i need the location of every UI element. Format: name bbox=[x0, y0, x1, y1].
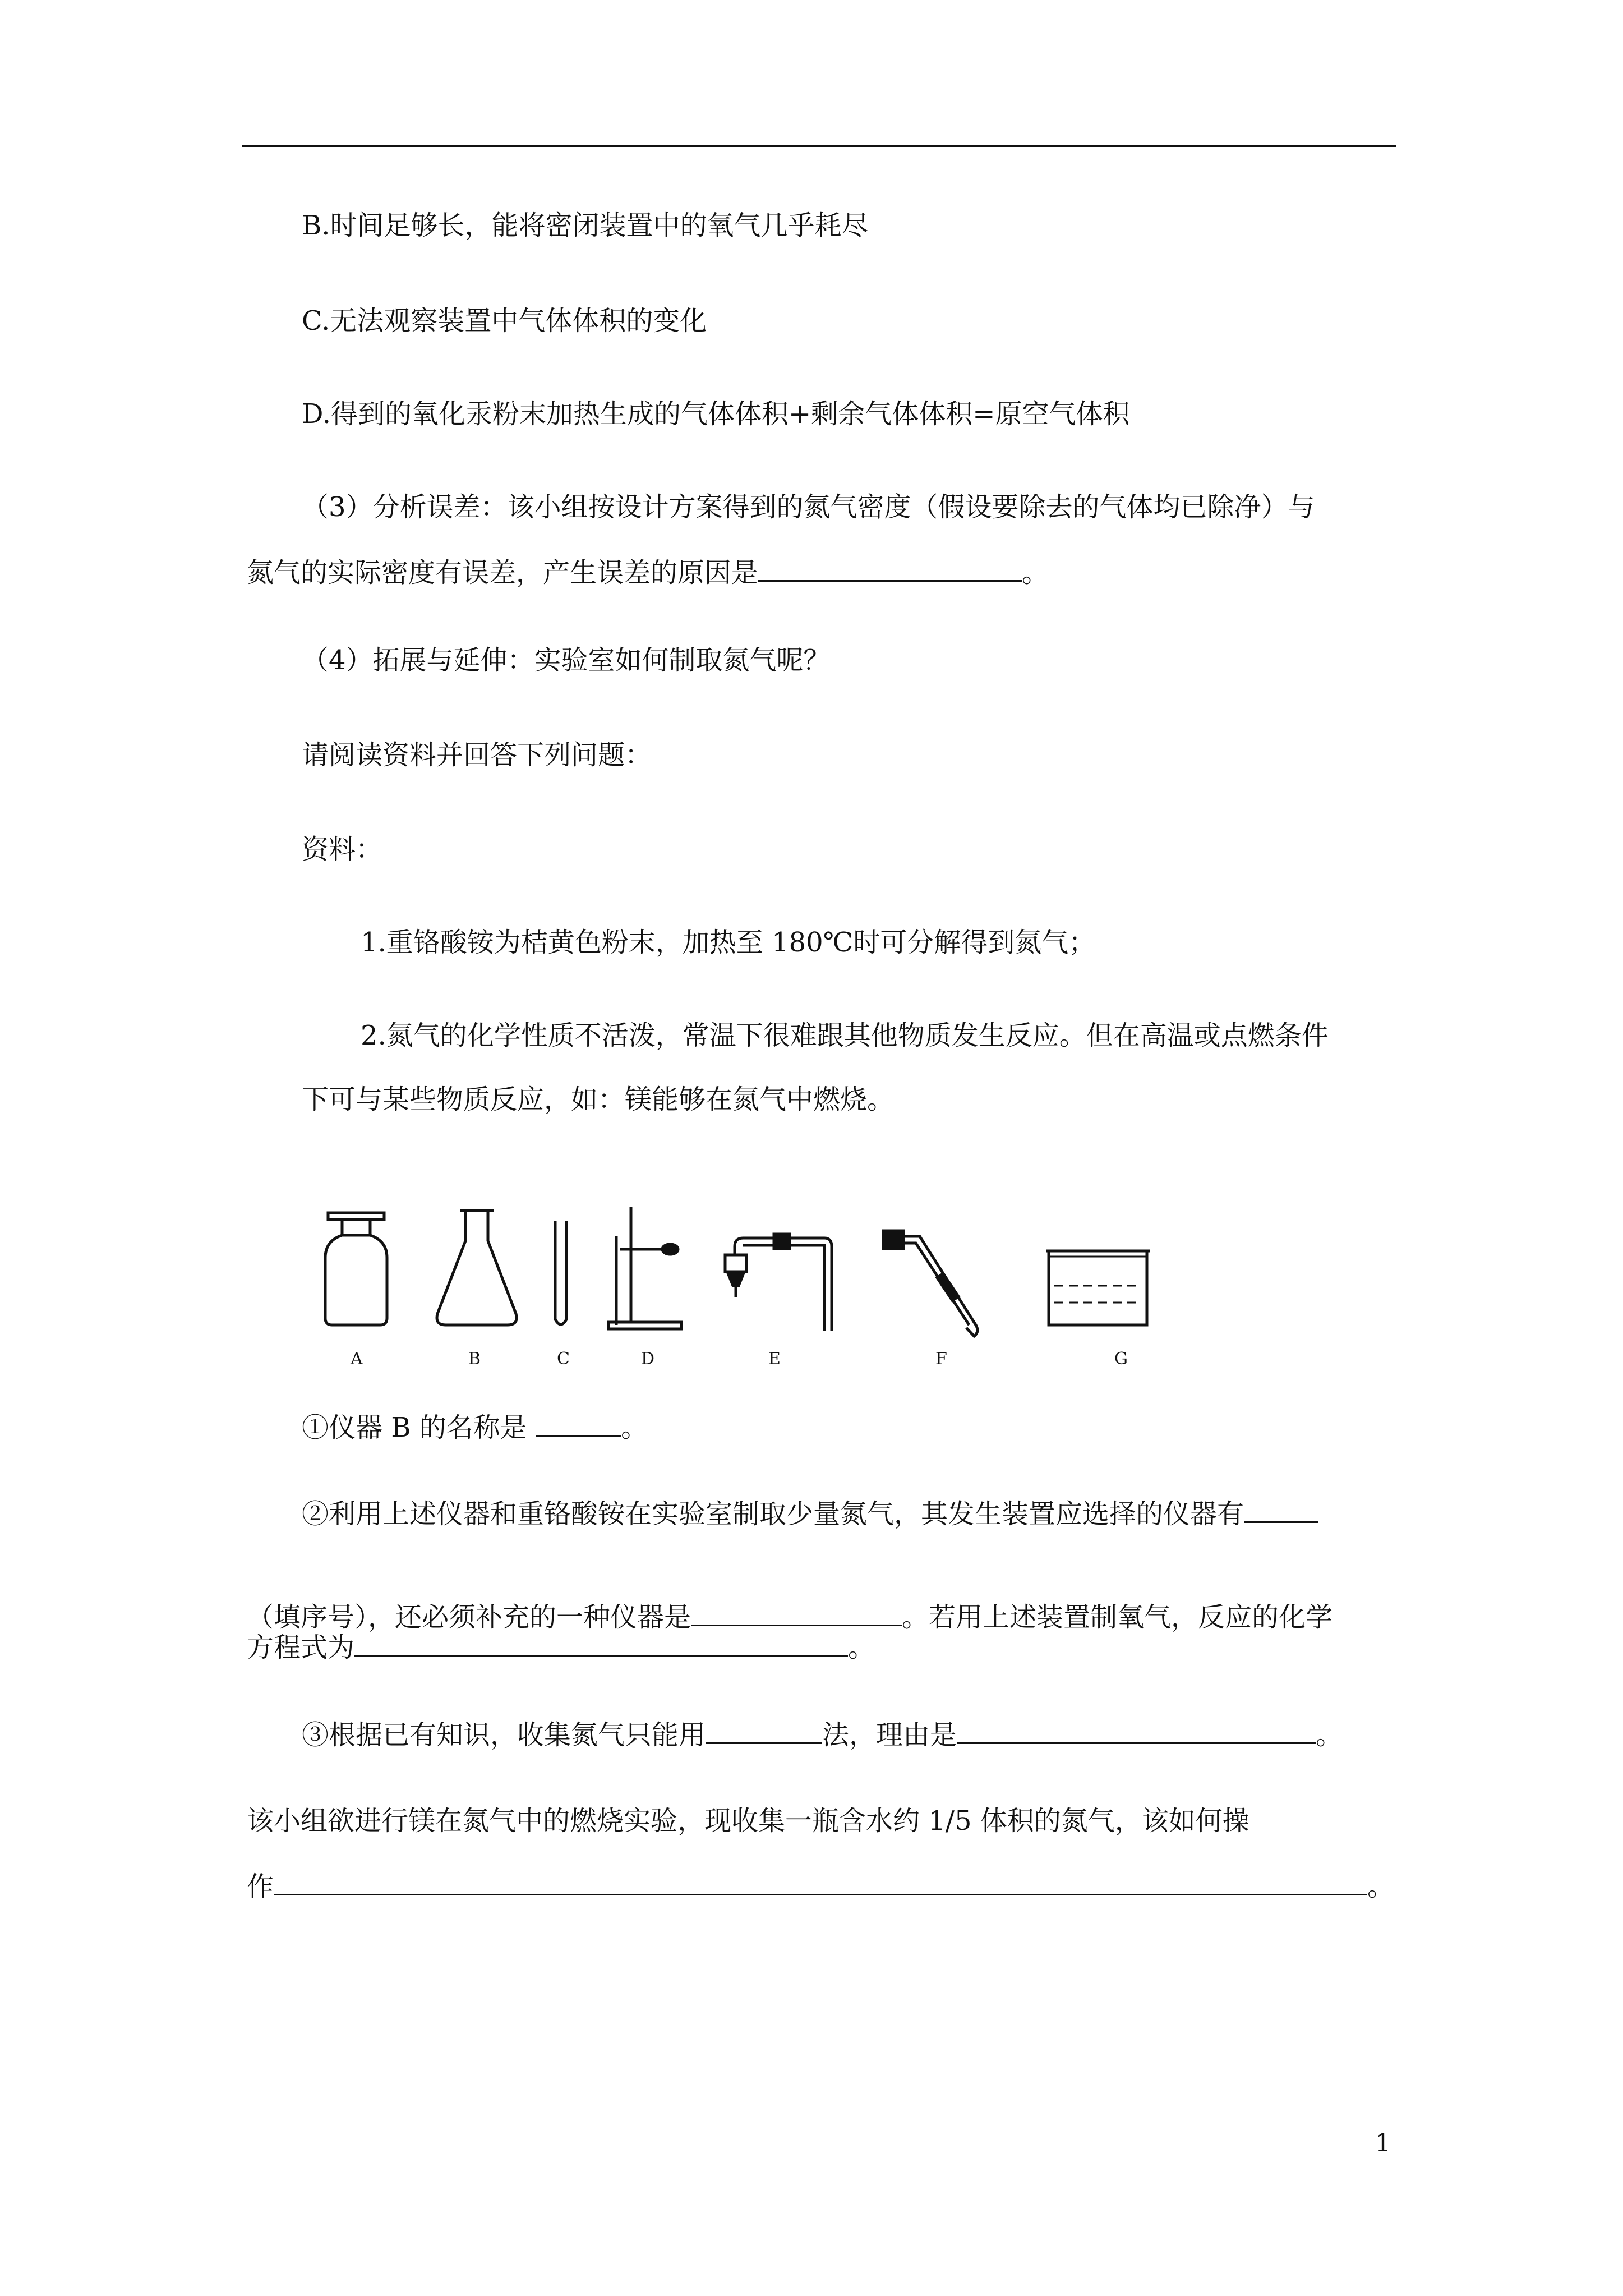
apparatus-b-conical-flask bbox=[437, 1211, 517, 1325]
apparatus-g-water-trough bbox=[1046, 1251, 1150, 1325]
sub1-end: 。 bbox=[621, 1412, 648, 1443]
sub2-line2-text-a: （填序号），还必须补充的一种仪器是 bbox=[247, 1602, 691, 1633]
answer-blank-instrument-b[interactable] bbox=[536, 1410, 621, 1437]
q4-title: （4）拓展与延伸：实验室如何制取氮气呢？ bbox=[302, 645, 831, 676]
sub-question-3 bbox=[302, 1718, 1343, 1752]
final-question-line1: 该小组欲进行镁在氮气中的燃烧实验，现收集一瓶含水约 1/5 体积的氮气，该如何操 bbox=[247, 1805, 1249, 1837]
read-prompt: 请阅读资料并回答下列问题： bbox=[302, 739, 652, 771]
sub1-text: ①仪器 B 的名称是 bbox=[302, 1412, 536, 1443]
sub-question-2-line3 bbox=[247, 1630, 875, 1664]
answer-blank-equation[interactable] bbox=[354, 1630, 848, 1657]
answer-blank-apparatus[interactable] bbox=[1244, 1497, 1318, 1523]
apparatus-label-b: B bbox=[468, 1349, 481, 1369]
final-text-a: 作 bbox=[247, 1871, 274, 1902]
final-end: 。 bbox=[1367, 1871, 1395, 1902]
answer-blank-extra-instrument[interactable] bbox=[691, 1600, 902, 1626]
material-item-2-line2: 下可与某些物质反应，如：镁能够在氮气中燃烧。 bbox=[302, 1084, 895, 1115]
sub2-line3-text-a: 方程式为 bbox=[247, 1632, 355, 1663]
sub3-end: 。 bbox=[1316, 1719, 1343, 1751]
q3-line2 bbox=[247, 555, 1049, 590]
option-c: C.无法观察装置中气体体积的变化 bbox=[302, 305, 707, 337]
apparatus-label-d: D bbox=[641, 1349, 655, 1369]
sub3-text-a: ③根据已有知识，收集氮气只能用 bbox=[302, 1719, 706, 1751]
sub-question-2-line1 bbox=[302, 1497, 1318, 1531]
sub-question-1 bbox=[302, 1410, 648, 1444]
material-item-1: 1.重铬酸铵为桔黄色粉末，加热至 180℃时可分解得到氮气； bbox=[361, 927, 1096, 958]
apparatus-d-iron-stand bbox=[608, 1207, 681, 1329]
final-question-line2 bbox=[247, 1869, 1394, 1903]
q3-line1: （3）分析误差：该小组按设计方案得到的氮气密度（假设要除去的气体均已除净）与 bbox=[302, 491, 1315, 523]
answer-blank-error-cause[interactable] bbox=[758, 555, 1022, 582]
apparatus-e-bent-tube bbox=[725, 1234, 832, 1331]
sub2-line1-text: ②利用上述仪器和重铬酸铵在实验室制取少量氮气，其发生装置应选择的仪器有 bbox=[302, 1498, 1244, 1530]
answer-blank-operation[interactable] bbox=[274, 1869, 1367, 1895]
sub2-line2-text-b: 。若用上述装置制氧气，反应的化学 bbox=[902, 1602, 1333, 1633]
answer-blank-reason[interactable] bbox=[957, 1718, 1316, 1744]
sub2-line3-end: 。 bbox=[848, 1632, 875, 1663]
q3-line2-text: 氮气的实际密度有误差，产生误差的原因是 bbox=[247, 557, 759, 588]
answer-blank-collection-method[interactable] bbox=[706, 1718, 822, 1744]
apparatus-a-gas-jar bbox=[325, 1213, 387, 1325]
header-rule bbox=[242, 145, 1396, 147]
material-label: 资料： bbox=[302, 834, 383, 865]
q3-line2-end: 。 bbox=[1022, 557, 1049, 588]
sub-question-2-line2 bbox=[247, 1600, 1332, 1634]
apparatus-label-c: C bbox=[557, 1349, 570, 1369]
apparatus-c-test-tube bbox=[555, 1221, 566, 1324]
apparatus-label-e: E bbox=[768, 1349, 781, 1369]
sub3-text-b: 法，理由是 bbox=[822, 1719, 957, 1751]
option-d: D.得到的氧化汞粉末加热生成的气体体积+剩余气体体积=原空气体积 bbox=[302, 398, 1130, 430]
apparatus-figure bbox=[317, 1207, 1181, 1370]
apparatus-f-delivery-tube bbox=[883, 1231, 978, 1336]
material-item-2-line1: 2.氮气的化学性质不活泼，常温下很难跟其他物质发生反应。但在高温或点燃条件 bbox=[361, 1020, 1329, 1051]
apparatus-label-g: G bbox=[1114, 1349, 1128, 1369]
page-number: 1 bbox=[1375, 2129, 1391, 2157]
apparatus-label-a: A bbox=[351, 1349, 363, 1369]
option-b: B.时间足够长，能将密闭装置中的氧气几乎耗尽 bbox=[302, 210, 869, 241]
apparatus-label-f: F bbox=[935, 1349, 947, 1369]
